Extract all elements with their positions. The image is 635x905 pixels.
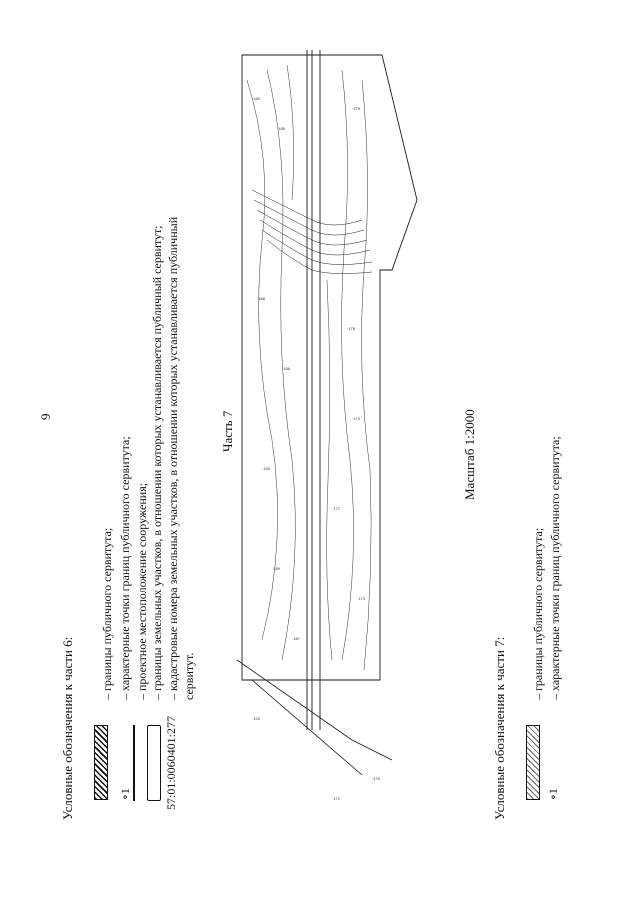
svg-text:·187: ·187 — [292, 636, 301, 641]
part7-legend-item-2: – характерные точки границ публичного сервитута; — [548, 436, 562, 700]
svg-text:·185: ·185 — [277, 126, 286, 131]
part7-point-symbol: ∘1 — [546, 788, 560, 800]
svg-text:·176: ·176 — [347, 326, 356, 331]
svg-text:·171: ·171 — [332, 796, 341, 801]
elevation-marks — [252, 96, 381, 801]
map-scale: Масштаб 1:2000 — [462, 409, 477, 500]
part6-legend-item-6: сервитут. — [182, 652, 196, 700]
svg-text:·179: ·179 — [352, 106, 361, 111]
road-corridor — [307, 50, 320, 730]
part6-legend-item-3: – проектное местоположение сооружения; — [135, 482, 149, 700]
svg-text:·188: ·188 — [257, 296, 266, 301]
part6-legend-item-4: – границы земельных участков, в отношении которых устанавливается публичный сервитут; — [150, 225, 164, 700]
svg-text:·174: ·174 — [352, 416, 361, 421]
part7-title: Часть 7 — [220, 410, 235, 452]
svg-text:·189: ·189 — [272, 566, 281, 571]
svg-text:·192: ·192 — [252, 716, 261, 721]
part6-cadastral-code: 57:01:0060401:277 — [164, 715, 178, 810]
svg-text:·190: ·190 — [262, 466, 271, 471]
svg-text:·173: ·173 — [357, 596, 366, 601]
svg-text:·170: ·170 — [372, 776, 381, 781]
road-diagonal — [237, 660, 392, 775]
contour-lines — [247, 65, 371, 670]
topographic-map — [232, 40, 442, 818]
part7-legend-item-1: – границы публичного сервитута; — [531, 527, 545, 700]
part6-legend-item-5: – кадастровые номера земельных участков, в отношении которых устанавливается публичный — [166, 216, 180, 700]
part6-point-symbol: ∘1 — [118, 788, 132, 800]
page-number: 9 — [38, 413, 53, 420]
hatched-boundary-symbol — [94, 725, 108, 800]
part7-legend-heading: Условные обозначения к части 7: — [492, 636, 507, 820]
part6-legend-item-1: – границы публичного сервитута; — [100, 527, 114, 700]
part6-legend-heading: Условные обозначения к части 6: — [60, 636, 75, 820]
part6-legend-item-2: – характерные точки границ публичного сервитута; — [118, 436, 132, 700]
structure-line-symbol — [133, 725, 135, 801]
hatched-boundary-symbol-part7 — [526, 725, 540, 800]
svg-text:·177: ·177 — [332, 506, 341, 511]
svg-text:·186: ·186 — [282, 366, 291, 371]
svg-text:·182: ·182 — [252, 96, 261, 101]
parcel-boundary-symbol — [147, 725, 161, 801]
